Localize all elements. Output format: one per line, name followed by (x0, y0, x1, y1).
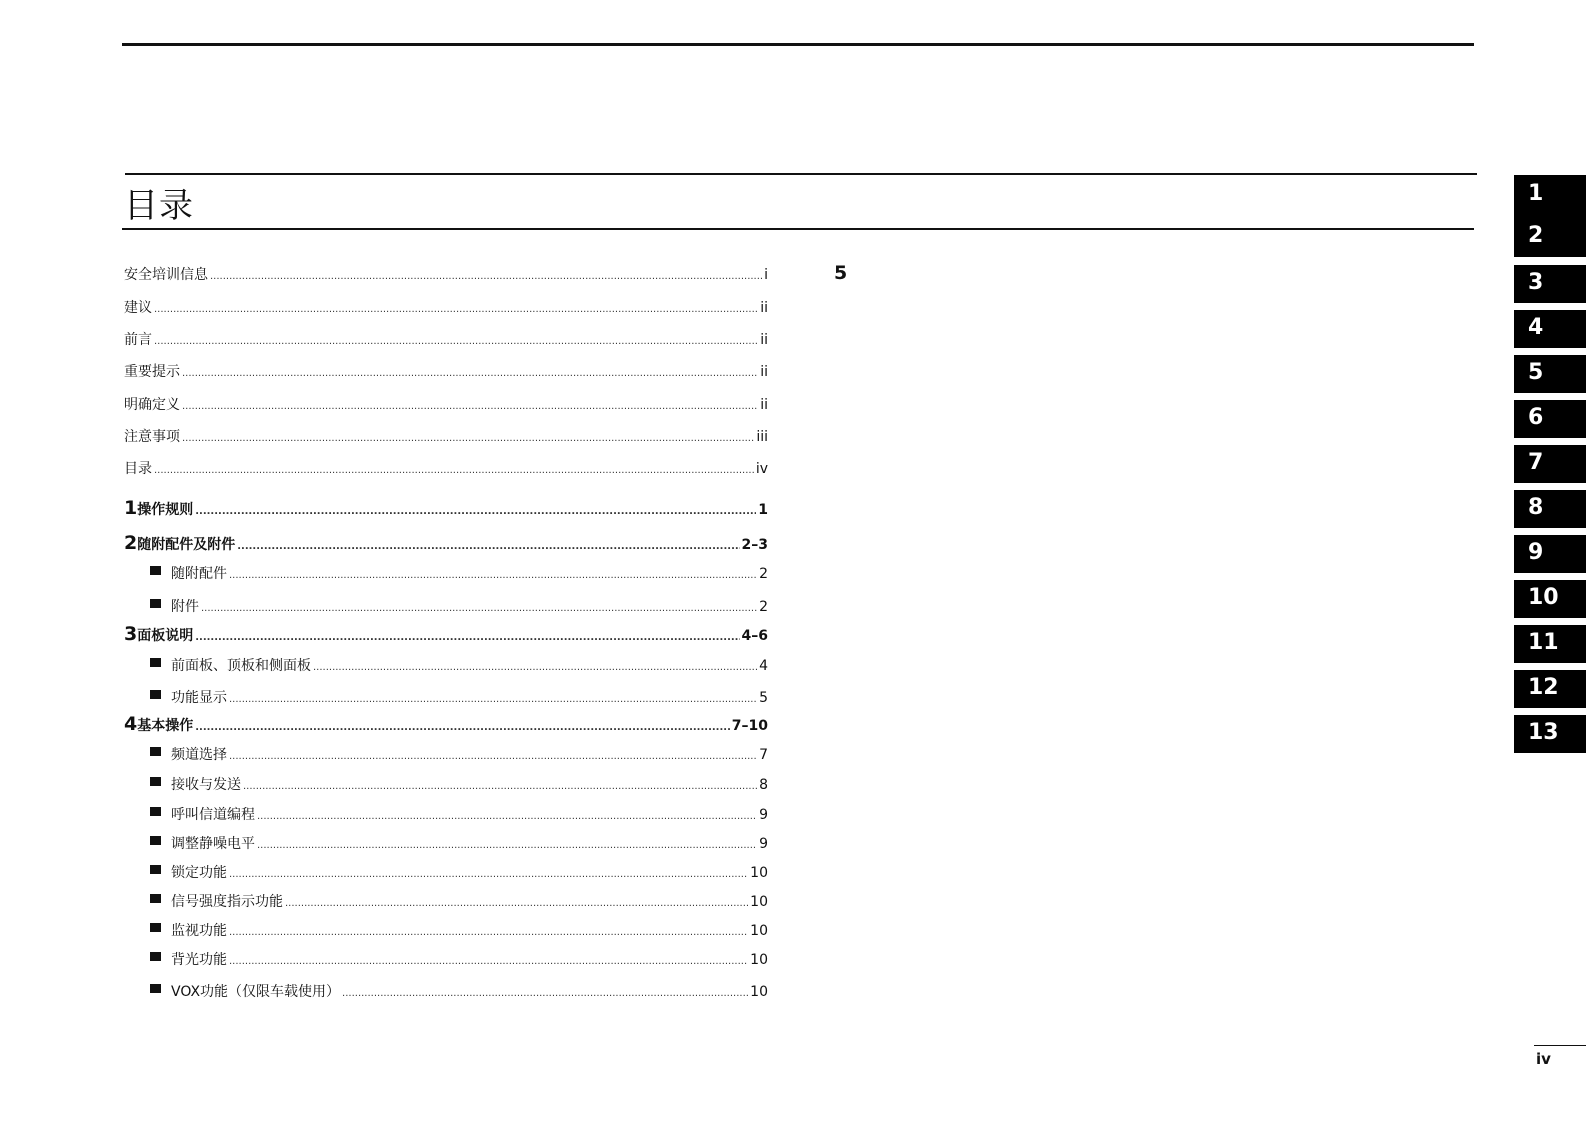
toc-section[interactable] (150, 657, 768, 677)
dot-leader (229, 691, 757, 709)
toc-section[interactable] (150, 922, 768, 942)
square-bullet-icon (150, 690, 161, 699)
dot-leader (229, 953, 748, 971)
square-bullet-icon (150, 952, 161, 961)
dot-leader (182, 398, 758, 416)
chapter-tab[interactable]: 3 (1514, 265, 1586, 303)
page-number: iv (1536, 1050, 1551, 1068)
toc-section[interactable] (150, 835, 768, 855)
square-bullet-icon (150, 836, 161, 845)
dot-leader (201, 600, 757, 618)
toc-entry-page: iii (756, 429, 768, 445)
dot-leader (154, 462, 754, 480)
square-bullet-icon (150, 984, 161, 993)
right-column-chapter-number: 5 (834, 262, 848, 284)
square-bullet-icon (150, 807, 161, 816)
toc-entry-page: ii (760, 364, 768, 380)
toc-section[interactable] (150, 983, 768, 1003)
toc-section[interactable] (150, 893, 768, 913)
section-label: 呼叫信道编程 (171, 807, 255, 823)
toc-section[interactable] (150, 746, 768, 766)
toc-entry-label: 重要提示 (124, 364, 180, 380)
square-bullet-icon (150, 894, 161, 903)
toc-entry-label: 前言 (124, 332, 152, 348)
chapter-page: 4–6 (741, 628, 768, 644)
section-page: 2 (759, 566, 768, 582)
toc-chapter[interactable] (124, 499, 768, 521)
section-label: 调整静噪电平 (171, 836, 255, 852)
chapter-tab[interactable]: 12 (1514, 670, 1586, 708)
chapter-page: 7–10 (731, 718, 768, 734)
toc-section[interactable] (150, 864, 768, 884)
section-page: 5 (759, 690, 768, 706)
dot-leader (229, 567, 757, 585)
toc-entry[interactable] (124, 266, 768, 286)
chapter-label: 基本操作 (137, 718, 194, 734)
square-bullet-icon (150, 599, 161, 608)
toc-entry[interactable] (124, 460, 768, 480)
dot-leader (342, 985, 748, 1003)
square-bullet-icon (150, 658, 161, 667)
chapter-label: 随附配件及附件 (137, 537, 236, 553)
toc-section[interactable] (150, 951, 768, 971)
chapter-tab[interactable]: 8 (1514, 490, 1586, 528)
dot-leader (243, 778, 757, 796)
dot-leader (210, 268, 762, 286)
dot-leader (195, 503, 756, 521)
square-bullet-icon (150, 777, 161, 786)
square-bullet-icon (150, 865, 161, 874)
toc-section[interactable] (150, 598, 768, 618)
section-label: 功能显示 (171, 690, 227, 706)
dot-leader (229, 924, 748, 942)
section-label: 频道选择 (171, 747, 227, 763)
chapter-number: 1 (124, 497, 138, 519)
section-label: 锁定功能 (171, 865, 227, 881)
dot-leader (257, 808, 757, 826)
chapter-tab[interactable]: 7 (1514, 445, 1586, 483)
toc-entry-label: 安全培训信息 (124, 267, 208, 283)
toc-entry[interactable] (124, 299, 768, 319)
chapter-tab[interactable]: 10 (1514, 580, 1586, 618)
section-label: 监视功能 (171, 923, 227, 939)
toc-entry-page: iv (755, 461, 768, 477)
dot-leader (154, 301, 758, 319)
toc-entry[interactable] (124, 331, 768, 351)
square-bullet-icon (150, 747, 161, 756)
chapter-number: 3 (124, 623, 138, 645)
chapter-label: 面板说明 (137, 628, 194, 644)
section-label: VOX功能（仅限车载使用） (171, 984, 341, 1000)
chapter-tab[interactable]: 6 (1514, 400, 1586, 438)
dot-leader (229, 866, 748, 884)
chapter-page: 1 (758, 502, 768, 518)
section-page: 2 (759, 599, 768, 615)
toc-entry-label: 明确定义 (124, 397, 180, 413)
chapter-label: 操作规则 (137, 502, 194, 518)
section-label: 接收与发送 (171, 777, 241, 793)
dot-leader (285, 895, 748, 913)
chapter-number: 4 (124, 713, 138, 735)
page-title: 目录 (124, 186, 194, 226)
toc-entry[interactable] (124, 363, 768, 383)
section-label: 附件 (171, 599, 199, 615)
toc-entry-page: ii (760, 397, 768, 413)
square-bullet-icon (150, 923, 161, 932)
chapter-page: 2–3 (741, 537, 768, 553)
title-top-rule (125, 173, 1477, 175)
chapter-tab[interactable]: 13 (1514, 715, 1586, 753)
section-page: 7 (759, 747, 768, 763)
title-bottom-rule (122, 228, 1474, 230)
dot-leader (237, 538, 739, 556)
section-label: 信号强度指示功能 (171, 894, 283, 910)
tab-label: 1 (1528, 181, 1544, 206)
chapter-tab[interactable]: 5 (1514, 355, 1586, 393)
toc-section[interactable] (150, 776, 768, 796)
toc-entry-page: ii (760, 300, 768, 316)
toc-chapter[interactable] (124, 625, 768, 647)
chapter-tab[interactable]: 11 (1514, 625, 1586, 663)
toc-entry[interactable] (124, 428, 768, 448)
dot-leader (229, 748, 757, 766)
section-label: 前面板、顶板和侧面板 (171, 658, 311, 674)
section-page: 10 (750, 984, 768, 1000)
toc-chapter[interactable] (124, 534, 768, 556)
section-label: 随附配件 (171, 566, 227, 582)
dot-leader (313, 659, 757, 677)
square-bullet-icon (150, 566, 161, 575)
dot-leader (182, 365, 758, 383)
section-page: 10 (750, 923, 768, 939)
toc-entry-label: 建议 (124, 300, 152, 316)
chapter-number: 2 (124, 532, 138, 554)
toc-section[interactable] (150, 806, 768, 826)
toc-entry[interactable] (124, 396, 768, 416)
toc-entry-page: ii (760, 332, 768, 348)
chapter-tab[interactable]: 9 (1514, 535, 1586, 573)
section-label: 背光功能 (171, 952, 227, 968)
dot-leader (257, 837, 757, 855)
dot-leader (154, 333, 758, 351)
chapter-tab[interactable]: 4 (1514, 310, 1586, 348)
section-page: 9 (759, 836, 768, 852)
top-rule (122, 43, 1474, 46)
toc-entry-page: i (764, 267, 768, 283)
toc-chapter[interactable] (124, 715, 768, 737)
section-page: 4 (759, 658, 768, 674)
section-page: 10 (750, 865, 768, 881)
toc-entry-label: 目录 (124, 461, 152, 477)
tab-label: 2 (1528, 223, 1544, 248)
toc-entry-label: 注意事项 (124, 429, 180, 445)
dot-leader (195, 719, 730, 737)
dot-leader (182, 430, 754, 448)
section-page: 10 (750, 952, 768, 968)
toc-section[interactable] (150, 565, 768, 585)
section-page: 8 (759, 777, 768, 793)
section-page: 9 (759, 807, 768, 823)
footer-rule (1534, 1045, 1586, 1046)
chapter-tab-1-2[interactable] (1514, 175, 1586, 257)
dot-leader (195, 629, 739, 647)
section-page: 10 (750, 894, 768, 910)
toc-section[interactable] (150, 689, 768, 709)
